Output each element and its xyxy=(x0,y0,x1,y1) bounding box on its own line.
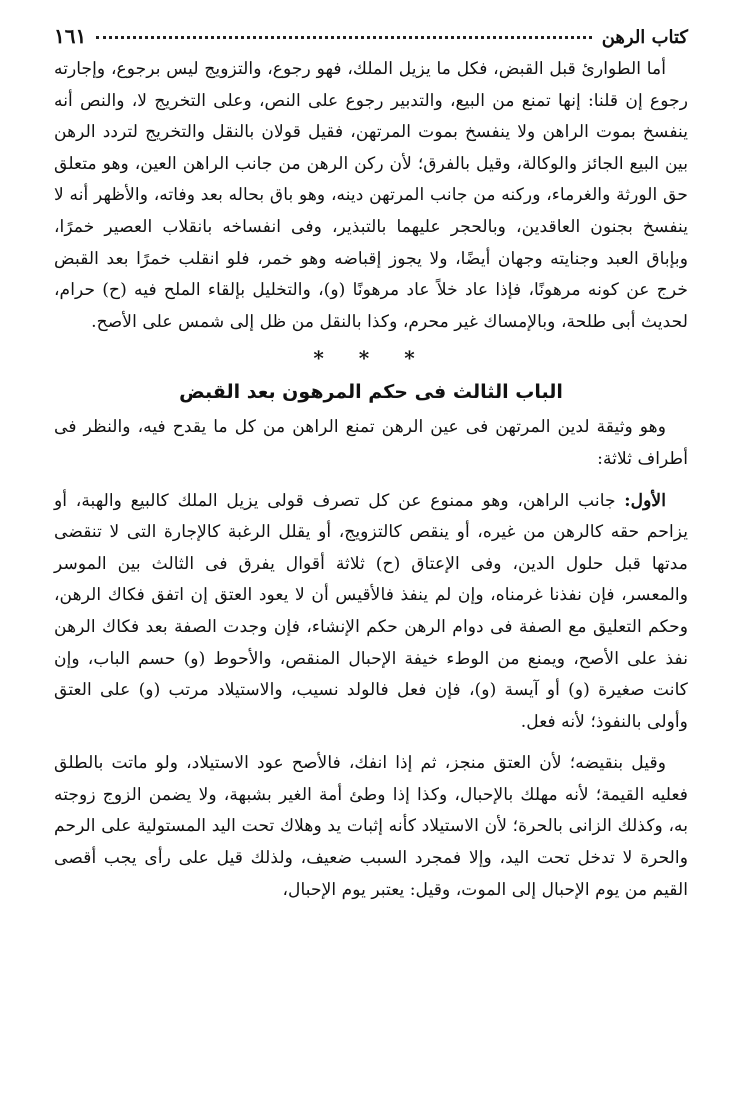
paragraph-counter-opinion: وقيل بنقيضه؛ لأن العتق منجز، ثم إذا انفك، فالأصح عود الاستيلاد، ولو ماتت بالطلق فعليه القيمة؛ لأنه مهلك بالإحبال، وكذا إذا وطئ أمة الغير بشبهة، ولا يضمن الزوج زوجته به، وكذلك الزانى بالحرة؛ لأن الاستيلاد كأنه إثبات يد وهلاك تحت اليد المستولية على الرحم والحرة لا تدخل تحت اليد، وإلا فمجرد السبب ضعيف، ولذلك قيل على رأى يجب أقصى القيم من يوم الإحبال إلى الموت، وقيل: يعتبر يوم الإحبال، xyxy=(54,753,688,900)
paragraph-first-aspect xyxy=(54,486,688,739)
page-number: ١٦١ xyxy=(54,24,87,48)
chapter-heading: الباب الثالث فى حكم المرهون بعد القبض xyxy=(179,381,563,404)
paragraph-before-receipt: أما الطوارئ قبل القبض، فكل ما يزيل الملك، فهو رجوع، والتزويج ليس برجوع، وإجارته رجوع إن قلنا: إنها تمنع من البيع، والتدبير رجوع على النص، وعلى التخريج لا، والنص أنه ينفسخ بموت الراهن ولا ينفسخ بموت المرتهن، فقيل قولان بالنقل والتخريج لتردد الرهن بين البيع الجائز والوكالة، وقيل بالفرق؛ لأن ركن الرهن من جانب الراهن العين، وهو متعلق حق الورثة والغرماء، وركنه من جانب المرتهن دينه، وهو باق بحاله بعد وفاته، والأظهر أنه لا ينفسخ بجنون العاقدين، وبالحجر عليهما بالتبذير، وفى انفساخه بانقلاب العصير خمرًا، وبإباق العبد وجنايته وجهان أيضًا، ولا يجوز إقباضه وهو خمر، فلو انقلب خمرًا بعد القبض خرج عن كونه مرهونًا، فإذا عاد خلاً عاد مرهونًا (و)، والتخليل بإلقاء الملح فيه (ح) حرام، لحديث أبى طلحة، وبالإمساك غير محرم، وكذا بالنقل من ظل إلى شمس على الأصح. xyxy=(54,59,688,332)
dotted-leader xyxy=(96,36,591,39)
paragraph-intro: وهو وثيقة لدين المرتهن فى عين الرهن تمنع الراهن من كل ما يقدح فيه، والنظر فى أطراف ثلاثة: xyxy=(54,417,688,469)
section-ornament: * * * xyxy=(313,346,429,371)
first-aspect-text: جانب الراهن، وهو ممنوع عن كل تصرف قولى يزيل الملك كالبيع والهبة، أو يزاحم حقه كالرهن من غيره، أو ينقص كالتزويج، أو يقلل الرغبة كالإجارة التى لا تنقضى مدتها قبل حلول الدين، وفى الإعتاق (ح) ثلاثة أقوال يفرق فى الثالث بين الموسر والمعسر، فإن نفذنا غرمناه، وإن لم ينفذ فالأقيس أن لا يعود العتق إن اتفق فكاك الرهن، وحكم التعليق مع الصفة فى دوام الرهن حكم الإنشاء، فإن وجدت الصفة بعد فكاك الرهن نفذ على الأصح، ويمنع من الوطء خيفة الإحبال المنقص، والأحوط (و) حسم الباب، وإن كانت صغيرة (و) أو آيسة (و)، فإن فعل فالولد نسيب، والاستيلاد مرتب (و) على العتق وأولى بالنفوذ؛ لأنه فعل. xyxy=(54,490,688,732)
running-header xyxy=(54,24,688,54)
book-title: كتاب الرهن xyxy=(601,27,688,48)
first-aspect-lead: الأول: xyxy=(624,490,666,511)
